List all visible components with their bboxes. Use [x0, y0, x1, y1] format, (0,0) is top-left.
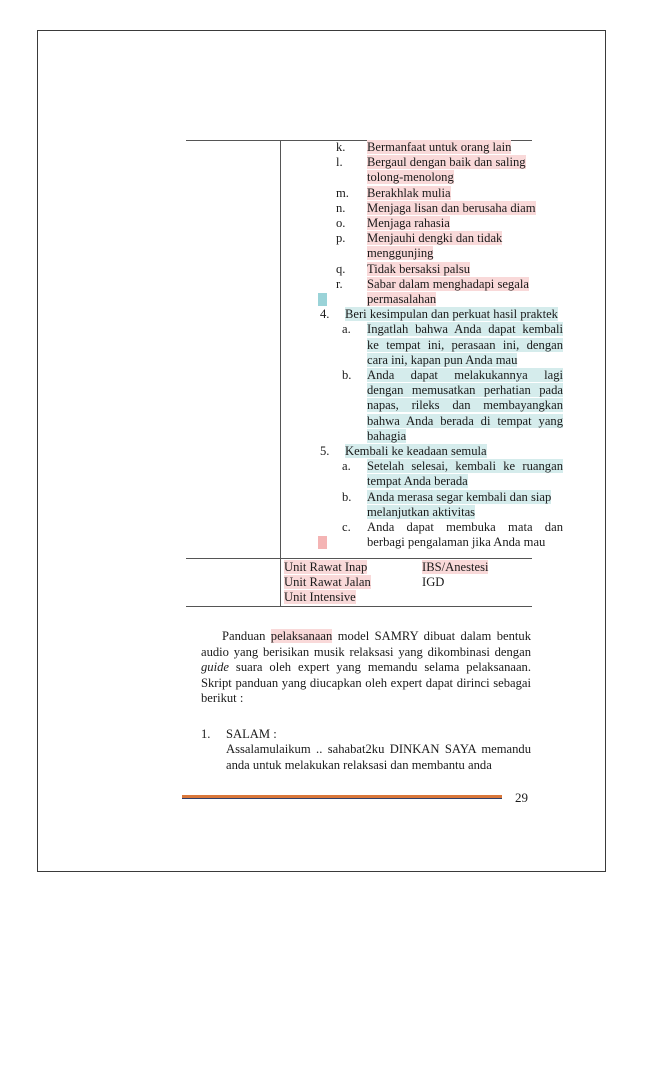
annotation-marker-icon: [318, 293, 327, 306]
substep-marker: c.: [342, 520, 351, 534]
substep-marker: b.: [342, 368, 352, 382]
item-text: permasalahan: [367, 292, 437, 306]
unit-rawat-jalan: Unit Rawat Jalan: [284, 575, 371, 589]
item-marker: r.: [336, 276, 343, 291]
step-number: 5.: [320, 444, 330, 458]
substep-text: melanjutkan aktivitas: [367, 504, 476, 519]
item-marker: q.: [336, 261, 346, 276]
body-paragraph: Panduan pelaksanaan model SAMRY dibuat dalam bentuk audio yang berisikan musik relaksasi yang dikombinasi dengan guide suara oleh expert yang memandu selama pelaksanaan. Skript panduan yang diucapkan oleh expert dapat dirinci sebagai berikut :: [201, 629, 531, 706]
document-page: [37, 30, 606, 872]
substep-marker: a.: [342, 459, 351, 474]
item-text: Menjaga rahasia: [367, 216, 450, 230]
substep-text: Anda dapat membuka mata dan: [367, 520, 563, 534]
item-text: Sabar dalam menghadapi segala: [367, 276, 529, 291]
substep-text: bahagia: [367, 428, 407, 443]
item-marker: o.: [336, 216, 346, 230]
unit-ibs-anestesi: IBS/Anestesi: [422, 560, 489, 574]
substep-marker: a.: [342, 322, 351, 337]
substep-text: cara ini, kapan pun Anda mau: [367, 352, 518, 367]
item-marker: l.: [336, 155, 343, 170]
item-text: Bermanfaat untuk orang lain: [367, 140, 512, 154]
item-marker: m.: [336, 185, 349, 200]
item-text: Menjauhi dengki dan tidak: [367, 231, 503, 246]
substep-text: berbagi pengalaman jika Anda mau: [367, 535, 546, 550]
item-text: menggunjing: [367, 246, 434, 261]
substep-text: Setelah selesai, kembali ke ruangan: [367, 459, 563, 474]
substep-text: napas, rileks dan membayangkan: [367, 398, 563, 413]
substep-text: bahwa Anda berada di tempat yang: [367, 413, 563, 428]
content-table: [186, 140, 563, 607]
item-marker: n.: [336, 200, 346, 215]
annotation-marker-icon: [318, 536, 327, 549]
table-row-divider: [186, 558, 532, 559]
unit-intensive: Unit Intensive: [284, 590, 356, 604]
substep-text: tempat Anda berada: [367, 474, 468, 489]
item-marker: p.: [336, 231, 346, 246]
substep-text: Ingatlah bahwa Anda dapat kembali: [367, 322, 563, 337]
list-number: 1.: [201, 727, 211, 741]
unit-igd: IGD: [422, 575, 445, 589]
item-marker: k.: [336, 140, 346, 154]
item-text: Bergaul dengan baik dan saling: [367, 155, 526, 170]
list-body: Assalamulaikum .. sahabat2ku DINKAN SAYA memandu anda untuk melakukan relaksasi dan membantu anda: [226, 742, 531, 772]
list-title: SALAM :: [226, 727, 277, 741]
item-text: Berakhlak mulia: [367, 185, 451, 200]
substep-marker: b.: [342, 489, 352, 504]
substep-text: Anda dapat melakukannya lagi: [367, 368, 563, 382]
footer-rule: [182, 795, 502, 798]
item-text: Menjaga lisan dan berusaha diam: [367, 200, 536, 215]
page-number: 29: [515, 790, 528, 805]
table-bottom-border: [186, 606, 532, 607]
substep-text: Anda merasa segar kembali dan siap: [367, 489, 552, 504]
item-text: tolong-menolong: [367, 170, 454, 185]
step-title: Beri kesimpulan dan perkuat hasil praktek: [345, 307, 558, 322]
step-number: 4.: [320, 307, 330, 322]
unit-rawat-inap: Unit Rawat Inap: [284, 560, 368, 574]
item-text: Tidak bersaksi palsu: [367, 261, 471, 276]
table-column-divider: [280, 140, 281, 607]
substep-text: ke tempat ini, perasaan ini, dengan: [367, 337, 563, 352]
substep-text: dengan memusatkan perhatian pada: [367, 383, 563, 398]
step-title: Kembali ke keadaan semula: [345, 444, 487, 458]
